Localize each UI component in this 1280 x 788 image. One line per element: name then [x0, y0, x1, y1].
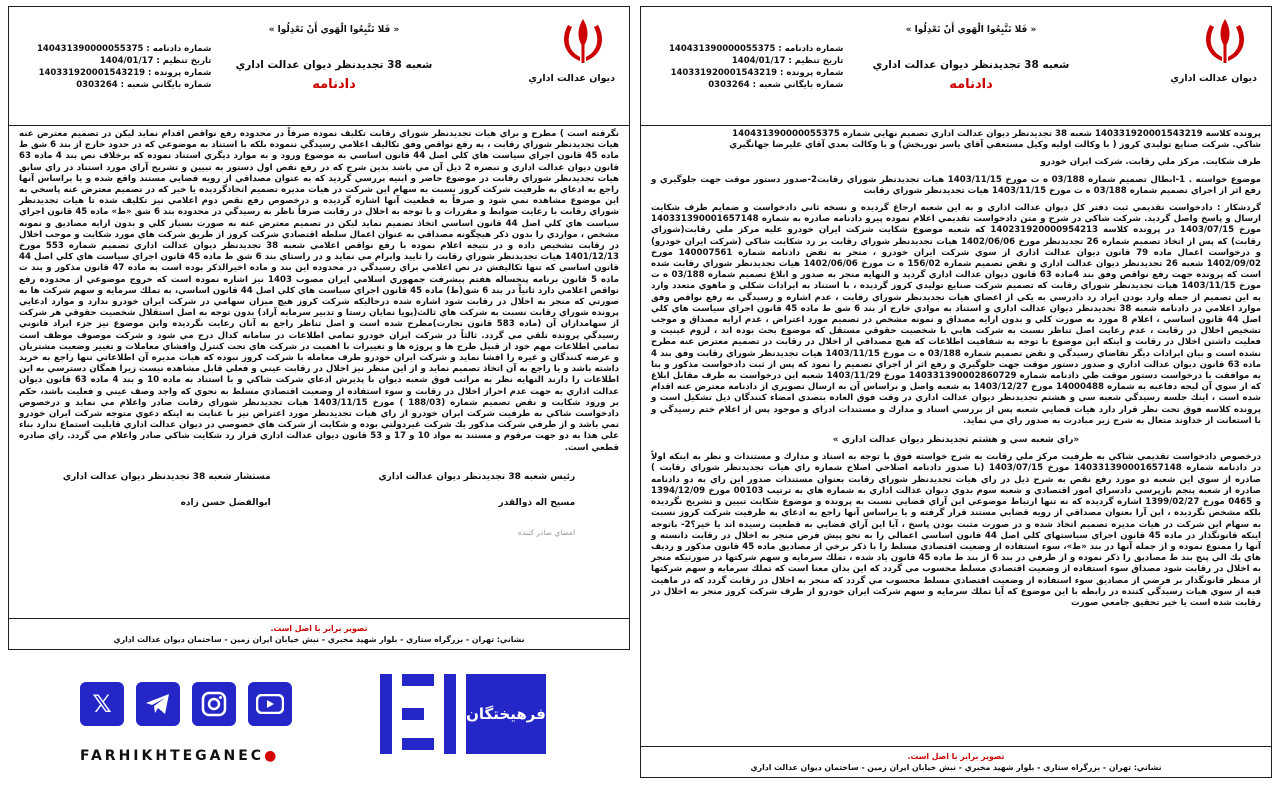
iran-emblem-icon: [556, 17, 610, 67]
document-title: دادنامه: [949, 77, 993, 92]
branding-bar: [80, 668, 580, 784]
brand-url-dot: ●: [264, 748, 280, 764]
meta-date: تاريخ تنظيم : 1404/01/17: [99, 56, 212, 66]
emblem: [528, 17, 615, 84]
address: نشاني: تهران - بزرگراه ستاري - بلوار شهيد مخبري - نبش خيابان ايران زمين - ساختمان ديوان عدالت اداري: [113, 635, 525, 644]
meta-ruling-number: شماره دادنامه : 140431390000055375: [669, 44, 844, 54]
header-center: [189, 25, 479, 92]
brand-logo: [380, 674, 546, 754]
instagram-icon[interactable]: [192, 682, 236, 726]
section-title: «راي شعبه سي و هشتم تجديدنظر ديوان عدالت اداري »: [832, 435, 1080, 446]
advisor-title: مستشار شعبه 38 تجديدنظر ديوان عدالت اداري: [62, 471, 271, 482]
verse: « فَلا تَتَّبِعُوا الْهَوي أَنْ تَعْدِلُوا »: [268, 25, 400, 35]
meta-archive-number: شماره بايگاني شعبه : 0303264: [76, 80, 212, 90]
document-title: دادنامه: [312, 77, 356, 92]
page-footer: [641, 746, 1271, 777]
brand-url: [80, 748, 279, 764]
address: نشاني: تهران - بزرگراه ستاري - بلوار شهيد مخبري - نبش خيابان ايران زمين - ساختمان ديوان عدالت اداري: [750, 763, 1162, 772]
page-header: [641, 7, 1271, 126]
meta-case-number: شماره پرونده : 140331920001543219: [38, 68, 212, 78]
head-title: رئيس شعبه 38 تجديدنظر ديوان عدالت اداري: [378, 471, 576, 482]
document-page-left: [8, 6, 630, 650]
case-line: طرف شكايت. مركز ملي رقابت. شركت ايران خودرو: [1040, 157, 1261, 168]
case-meta: [37, 43, 211, 91]
ruling-paragraph: نگرفته است ) مطرح و براي هيات تجديدنظر شوراي رقابت تكليف نموده صرفاً در محدوده رفع نواقص اقدام نمايد ليكن در تصميم معترض عنه هيات تجديدنظر شوراي رقابت ، به رفع نواقص وفق تكاليف اعلامي رسيدگي ننموده بلكه با استناد به موضوعي كه در حدود خارج از بند 6 شق ط ماده 45 قانون اجراي سياست هاي كلي اصل 44 قانون اساسي به موضوع ورود و به موارد ديگري استناد نموده كه برخلاف نص بند 4 ماده 63 قانون ديوان عدالت اداري و تبصره 2 ذيل آن مي باشد بدين شرح كه در رفع نقص اول دستور به تبيين و تشريح آراي مورد استناد در راي سابق هيات تجديدنظر شوراي رقابت در موضوع حاضر و ابنيه بررسي گرديد كه به عنوان مصداقي از رويه قضايي مستند واقع شده و يا براساس آنها راجع به ادعاي به ظرفيت شركت كروز نسبت به سهام اين شركت در هيات مديره تصميم اتخاذگرديده يا خير كه در تصميم معترض عنه پاسخي به اين موضوع مشاهده نمي شود و صرفاً به قطعيت آنها اشاره گرديده و درخصوص رفع نقص دوم اعلامي نيز تكليف شده تا هيات تجديدنظر شوراي رقابت با رعايت ضوابط و مقررات و با توجه به اخلال در رقابت صرفاً ناظر به رسيدگي در محدوده بند 6 شق «ط» ماده 45 قانون اجراي سياست هاي كلي اصل 44 قانون اساسي اتخاذ تصميم نمايد ليكن در تصميم معترض عنه به صورت بسيار كلي و بدون ارايه مصاديق و نمونه مشخص ، مواردي را بدون ذكر هيچگونه مصداقي به عنوان اعمال سلطه اقتصادي شركت كروز از طريق شركت هاي مورد شكايت و موجب اخلال در رقابت تشخيص داده و در نتيجه اعلام نموده با رفع نواقص اعلامي شعبه 38 تجديدنظر ديوان عدالت اداري تصميم شماره 553 مورخ 1401/12/13 هيات تجديدنظر شوراي رقابت را تاييد وابرام مي نمايد و در راستاي بند 6 شق ط ماده 45 قانون اجراي سياست هاي كلي اصل 44 قانون اساسي كه تنها تكاليفش در نص اعلامي براي رسيدگي در محدوده اين بند و ماده اخيرالذكر بوده است به ماده 47 قانون مذكور و بند ت ماده 5 قانون برنامه پنجساله هفتم پيشرفت جمهوري اسلامي ايران مصوب 1403 نيز اشاره نموده است كه خروج موضوعي از محدوده رفع نواقص اعلامي دارد ثانياً در بند 6 شق(ط) ماده 45 قانون اجراي سياست هاي كلي اصل 44 قانون اساسي، به تملك سرمايه و سهم شركت ها به صورتي كه منجر به اخلال در رقابت شود اشاره شده درحاليكه شركت كروز هيچ ميزان سهامي در شركت ايران خودرو ندارد و موارد ادعايي پرونده شوراي رقابت نسبت به شركت هاي ثالث(پويا نمايان رستا و تدبير سرمايه آراد) بدون توجه به اصل استقلال شخصيت حقوقي هر شركت از سهامداران آن (ماده 583 قانون تجارت)مطرح شده است و اصل تناظر راجع به آنان رعايت نگرديده واين موضوع نيز جزء ايراد قانوني رسيدگي پرونده تلقي مي گردد. ثالثاً در شركت ايران خودرو تمامي اطلاعات در سامانه كدال درج مي شود و شركت موصوف موظف است تمامي اطلاعات مهم خود از قبيل طرح ها و پروژه ها و تغييرات با اهميت در شركت هاي تحت كنترل وافشاي معاملات و تغيير وضعيت مشتريان و عرضه كنندگان و غيره را افشا نمايد و شركت ايران خودرو طرف معامله با شركت كروز نبوده كه هيات مديره آن اطلاعاتي تنها راجع به خريد داشته باشد و يا راجع به آن اتخاذ تصميم نمايد و از اين منظر نيز اخلال در رقابت عيني و فعلي قابل مشاهده نيست زيرا همگان دسترسي به اين اطلاعات را دارند النهايه نظر به مراتب فوق شعبه ديوان با پذيرش ادعاي شركت شاكي و با استناد به ماده 10 و بند 4 ماده 63 قانون ديوان عدالت اداري به جهت عدم احراز اخلال در رقابت و سوء استفاده از وضعيت اقتصادي مسلط به نحوي كه واجد وصف عيني و فعليت باشد، حكم بر ورود شكايت و نقض تصميم شماره (188/03 ) مورخ 1403/11/15 هيات تجديدنظر شوراي رقابت صادر واعلام مي نمايد و درخصوص دادخواست شاكي به طرفيت شركت ايران خودرو از راي هيات تجديدنظر مورد اعتراض نيز با عنايت به اينكه دعوي متوجه شركت ايران خودرو نمي باشد و از طرفي شركت مذكور يك شركت غيردولتي بوده و شكايت از شركت هاي خصوصي در ديوان عدالت اداري قابليت استماع ندارد بناء علي هذا به دو جهت مرقوم و مستند به مواد 10 و 17 و 53 قانون ديوان عدالت اداري قرار رد شكايت شاكي صادر واعلام مي گردد. راي صادره قطعي است.: [19, 129, 620, 453]
ruling-text: درخصوص دادخواست تقديمي شاكي به طرفيت مركز ملي رقابت به شرح خواسته فوق با توجه به اسناد و مدارك و مستندات و نظر به اينكه اولاً در دادنامه شماره 140331390001657148 مورخ 1403/07/15 (با صدور دادنامه اصلاحي اصلاح شماره راي هيات تجديدنظر شوراي رقابت ) صادره از سوي اين شعبه دو مورد رفع نقص به شرح ذيل در راي هيات تجديدنظر شوراي رقابت بعنوان مستندات صدور اين راي به دو دادنامه صادره از شعبه پنجم بازپرسي دادسراي امور اقتصادي و شعبه سوم بدوي ديوان عدالت اداري به شماره هاي به ترتيب 00103 مورخ 1394/12/09 و 0465 مورخ 1399/02/27 اشاره گرديده كه نه تنها ارتباط موضوعي اين آراي قضايي نسبت به پرونده و موضوع شكايت تبيين و تشريح نگرديده بلكه مشخص نگرديده ، اين آرا بعنوان مصداقي از رويه قضايي مستند قرار گرفته و يا براساس آنها راجع به ادعاي به ظرفيت شركت كروز نسبت به سهام اين شركت در هيات مديره تصميم اتخاذ شده و در صورت مثبت بودن پاسخ ، آيا اين آراي قضايي به قطعيت رسيده اند يا خير؟2- باتوجه اينكه قانونگذار در ماده 45 قانون اجراي سياستهاي كلي اصل 44 قانون اساسي اعمالي را به نحو پيش فرض منجر به اخلال در رقابت دانسته و آنها را ممنوع نموده و از جمله آنها در بند «ط»، سوء استفاده از وضعيت اقتصادي مسلط را با ذكر برخي از مصاديق ماده 45 قانون مذكور و رديف هاي يك الي پنج بند ط مصاديق را ذكر نموده و از طرفي در بند 6 از بند ط ماده 45 قانون ياد شده ، تملك سرمايه و سهم شركتها در صورتيكه منجر به اخلال در رقابت شود مصداق سوء استفاده از وضعيت اقتصادي مسلط محسوب مي گردد كه اين بدان معنا است كه تملك سرمايه و سهم شركتها از منظر قانونگذار بر فرضي از مصاديق سوء استفاده از وضعيت اقتصادي مسلط محسوب مي گردد كه منجر به اخلال در رقابت گردد كه در ماهيت فيه از سوي هيات رسيدگي كننده در رابطه با اين موضوع كه آيا تملك سرمايه و سهم شركت ايران خودرو از طرف شركت كروز منجر به اخلال در رقابت شده است يا خير تحقيق جامعي صورت: [651, 452, 1262, 608]
logo-mark-icon: [380, 674, 456, 754]
meta-archive-number: شماره بايگاني شعبه : 0303264: [708, 80, 844, 90]
signature-head: [378, 464, 575, 546]
header-center: [821, 25, 1121, 92]
case-meta: [669, 43, 843, 91]
verse: « فَلا تَتَّبِعُوا الْهَوي أَنْ تَعْدِلُوا »: [905, 25, 1037, 35]
case-line: موضوع خواسته . 1-ابطال تصميم شماره 03/188 ه ت مورخ 1403/11/15 هيات تجديدنظر شوراي رقابت2-صدور دستور موقت جهت جلوگيري و رفع اثر از اجراي تصميم شماره 03/188 ه ت مورخ 1403/11/15 هيات تجديدنظر شوراي رقابت: [651, 174, 1261, 196]
telegram-icon[interactable]: [136, 682, 180, 726]
x-icon[interactable]: 𝕏: [80, 682, 124, 726]
copy-note: تصوير برابر با اصل است.: [270, 624, 368, 633]
ruling-body: [9, 126, 629, 454]
signature-advisor: [63, 464, 271, 546]
advisor-name: ابوالفضل حسن زاده: [180, 497, 271, 508]
emblem: [1170, 17, 1257, 84]
meta-case-number: شماره پرونده : 140331920001543219: [670, 68, 844, 78]
branch-title: شعبه 38 تجديدنظر ديوان عدالت اداري: [872, 59, 1070, 71]
head-name: مسيح اله ذوالقدر: [498, 497, 576, 508]
signature-stamp: امضاي صادر كننده: [518, 527, 576, 537]
meta-date: تاريخ تنظيم : 1404/01/17: [731, 56, 844, 66]
org-name: ديوان عدالت اداري: [528, 73, 615, 84]
social-icons: [80, 682, 292, 726]
copy-note: تصوير برابر با اصل است.: [907, 752, 1005, 761]
proceedings-summary: گردشكار : دادخواست تقديمي ثبت دفتر كل ديوان عدالت اداري و به اين شعبه ارجاع گرديده و نسخه ثاني دادخواست و ضمايم طرف شكايت ارسال و پاسخ واصل گرديد. شركت شاكي در شرح و متن دادخواست تقديمي اعلام نموده پيرو دادنامه صادره به شماره 140331390001657148 مورخ 1403/07/15 در پرونده كلاسه 140231920000954213 كه شعبه موضوع شكايت شركت ايران خودرو عليه مركز ملي رقابت(شوراي رقابت) كه پس از اتخاذ تصميم شماره 26 تجديدنظر مورخ 1402/06/06 هيات تجديدنظر شوراي رقابت بر رد شكايت شاكي (شركت ايران خودرو) و درخواست اعمال ماده 79 قانون ديوان عدالت اداري از سوي شركت ايران خودرو ، منجر به نقض دادنامه شماره 140007561 مورخ 1402/09/02 شعبه 26 تجديدنظر ديوان عدالت اداري و نقض تصميم شماره 156/02 ه ت مورخ 1402/06/06 هيات تجديدنظر شوراي رقابت شده است كه پرونده جهت رفع نواقص وفق بند 4ماده 63 قانون ديوان عدالت اداري گرديد و النهايه منجر به صدور و ابلاغ تصميم شماره 03/188 ه ت مورخ 1403/11/15 هيات تجديدنظر شوراي رقابت كه تصميم شركت صنايع توليدي كروز گرديده ، با استناد به ايرادات شكلي و ماهوي متعدد وارد به اين تصميم از جمله وارد بودن ايراد رد دادرسي به يكي از اعضاي هيات تجديدنظر شوراي رقابت ، عدم اشاره و رسيدگي به رفع نواقص وفق موارد اعلامي در دادنامه شعبه 38 تجديدنظر ديوان عدالت اداري و استناد به موادي خارج از بند 6 شق ط ماده 45 قانون اجراي سياست هاي كلي اصل 44 قانون اساسي ، اعلام 8 مورد به صورت كلي و بدون ارايه مصداق و نمونه مشخص در تصميم مورد اعتراض ، عدم ارايه مصداق و موجب تشخيص اخلال در رقابت ، عدم رعايت اصل تناظر نسبت به شركت هايي با شخصيت حقوقي مستقل كه موضوع بحث بوده اند ، لزوم عينيت و فعليت داشتن اخلال در رقابت و اينكه اين موضوع با توجه به شفافيت اطلاعات كه هيچ مصداقي از اخلال در رقابت در تصميم معترض عنه مطرح نشده است و بيان ايرادات ديگر تقاضاي رسيدگي و نقض تصميم شماره 03/188 ه ت مورخ 1403/11/15 هيات تجديدنظر شوراي رقابت وفق بند 4 ماده 63 قانون ديوان عدالت اداري و صدور دستور موقت جهت جلوگيري و رفع اثر از اجراي تصميم را نمود كه پس از ثبت دادخواست مذكور و بنا به موافقت با درخواست دستور موقت طي دادنامه شماره 140331390002860729 مورخ 1403/11/29 شعبه اين درخواست به طرف مقابل ابلاغ كه از سوي آن ليحه دفاعيه به شماره 14000488 مورخ 1403/12/27 به شعبه واصل و براساس آن به ارسال تصويري از دادنامه معترض عنه اقدام شده است ، اينك جلسه رسيدگي شعبه سي و هشتم تجديدنظر ديوان عدالت اداري در وقت فوق العاده بتصدي امضاء كنندگان ذيل تشكيل است و پرونده كلاسه فوق تحت نظر قرار دارد هيات قضايي شعبه پس از بررسي اسناد و مدارك و مستندات ادراي و موجود پس از اعلام ختم رسيدگي و با استعانت از خداوند متعال به شرح زير مبادرت به صدور راي مي نمايد.: [651, 203, 1262, 426]
document-page-right: [640, 6, 1272, 778]
brand-url-text: FARHIKHTEGANEC: [80, 748, 265, 764]
branch-title: شعبه 38 تجديدنظر ديوان عدالت اداري: [235, 59, 433, 71]
case-line: شاكي. شركت صنايع توليدي كروز ( با وكالت اوليه وكيل مستعفي آقاي ياسر نوربخش) و با وكالت بعدي آقاي عليرضا جهانگيري: [729, 140, 1261, 151]
meta-ruling-number: شماره دادنامه : 140431390000055375: [37, 44, 212, 54]
signature-block: [9, 464, 629, 546]
case-body: [641, 126, 1271, 609]
case-line: پرونده كلاسه 140331920001543219 شعبه 38 تجديدنظر ديوان عدالت اداري تصميم نهايي شماره 140431390000055375: [732, 129, 1261, 139]
page-header: [9, 7, 629, 126]
org-name: ديوان عدالت اداري: [1170, 73, 1257, 84]
iran-emblem-icon: [1198, 17, 1252, 67]
page-footer: [9, 618, 629, 649]
logo-wordmark: فرهيختگان: [466, 674, 546, 754]
youtube-icon[interactable]: [248, 682, 292, 726]
